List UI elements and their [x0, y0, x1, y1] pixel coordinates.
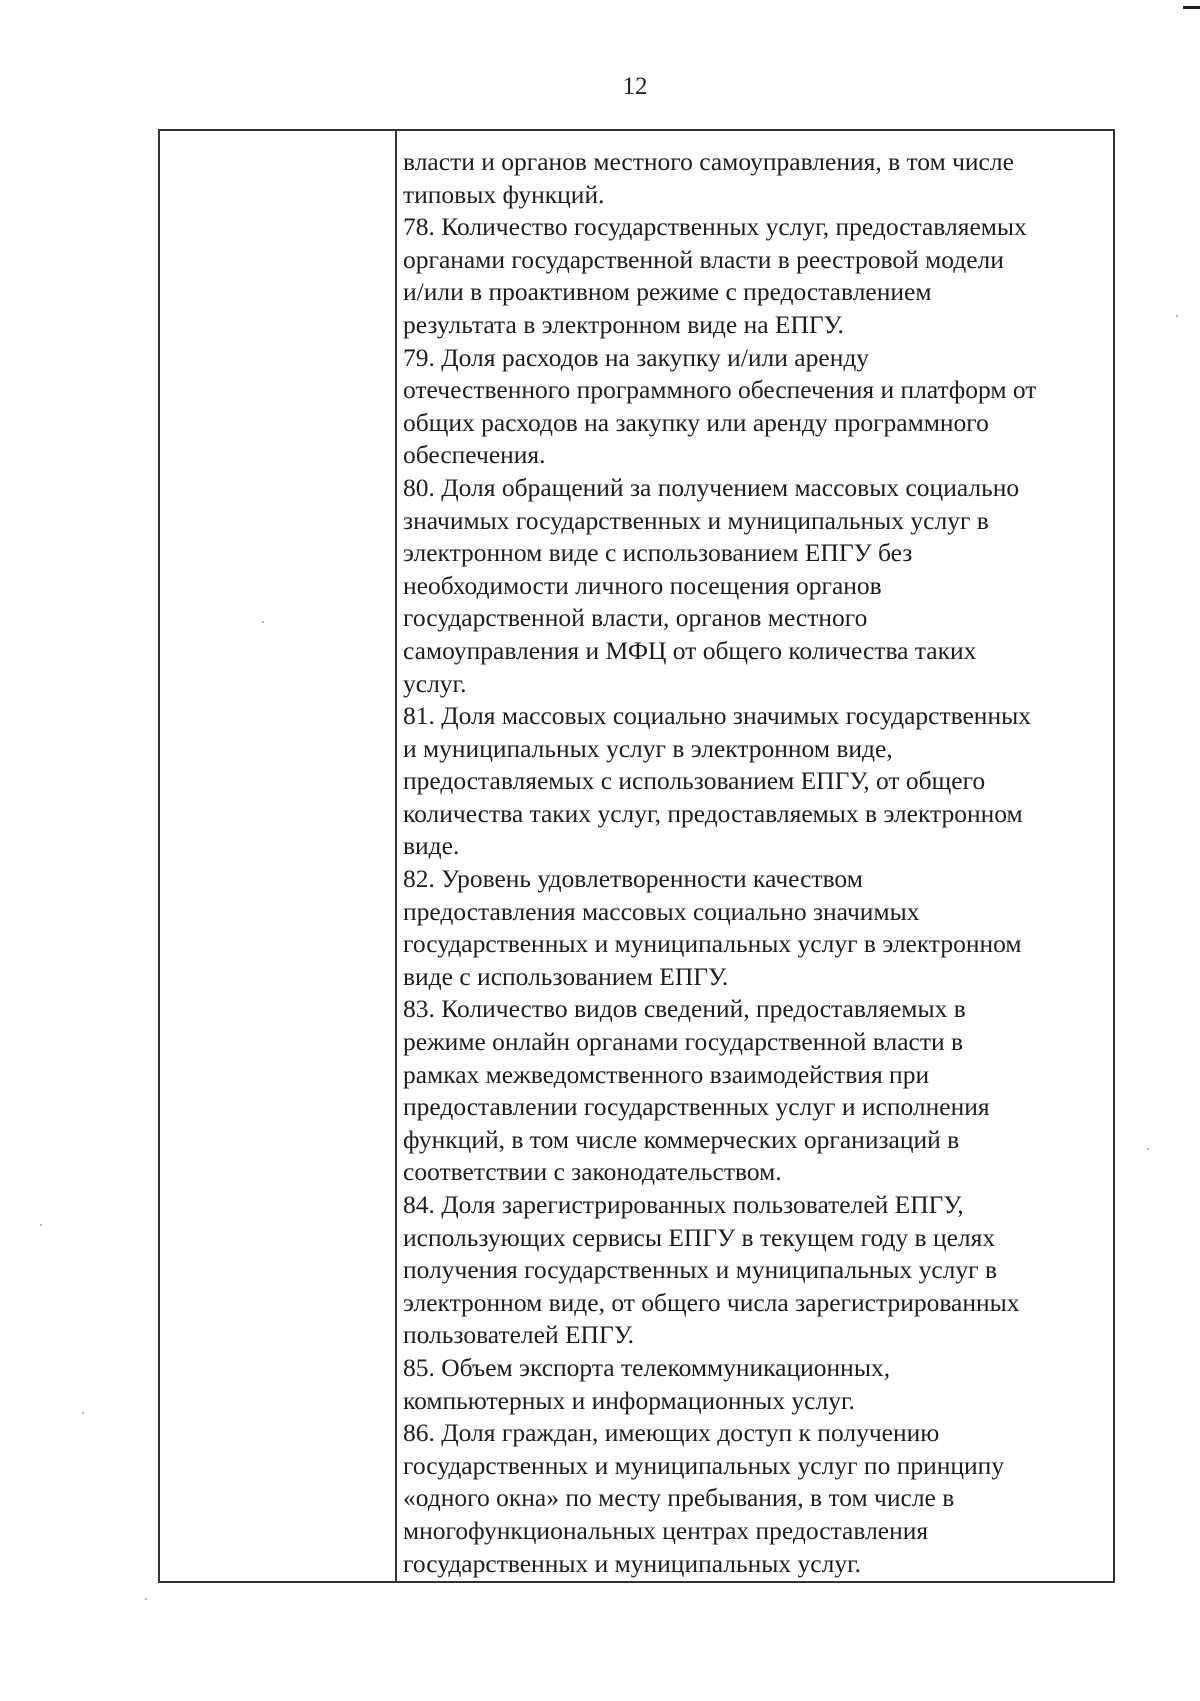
scan-speck [145, 1598, 147, 1600]
text-line: соответствии с законодательством. [403, 1157, 782, 1187]
text-line: предоставлении государственных услуг и исполнения [403, 1092, 990, 1122]
scan-speck [82, 1412, 84, 1414]
text-line: виде с использованием ЕПГУ. [403, 961, 729, 991]
text-line: услуг. [403, 668, 467, 698]
text-line: функций, в том числе коммерческих организаций в [403, 1124, 960, 1154]
scan-speck [1176, 315, 1178, 317]
text-line: необходимости личного посещения органов [403, 570, 882, 600]
text-line: электронном виде, от общего числа зарегистрированных [403, 1287, 1020, 1317]
text-line: 78. Количество государственных услуг, предоставляемых [403, 212, 1027, 242]
text-line: органами государственной власти в реестровой модели [403, 244, 1004, 274]
page-number: 12 [622, 73, 648, 100]
text-line: государственных и муниципальных услуг в электронном [403, 929, 1022, 959]
table-right-cell [397, 131, 1113, 1581]
text-line: предоставляемых с использованием ЕПГУ, от общего [403, 766, 986, 796]
text-line: 86. Доля граждан, имеющих доступ к получению [403, 1418, 940, 1448]
text-line: типовых функций. [403, 179, 605, 209]
text-line: 80. Доля обращений за получением массовых социально [403, 472, 1020, 502]
text-line: количества таких услуг, предоставляемых в электронном [403, 798, 1023, 828]
text-line: значимых государственных и муниципальных услуг в [403, 505, 989, 535]
scan-speck [1147, 1148, 1149, 1150]
indicators-table [158, 129, 1115, 1583]
text-line: компьютерных и информационных услуг. [403, 1385, 855, 1415]
text-line: режиме онлайн органами государственной власти в [403, 1027, 964, 1057]
text-line: 85. Объем экспорта телекоммуникационных, [403, 1352, 891, 1382]
text-line: результата в электронном виде на ЕПГУ. [403, 309, 844, 339]
text-line: 82. Уровень удовлетворенности качеством [403, 864, 863, 894]
text-line: использующих сервисы ЕПГУ в текущем году в целях [403, 1222, 996, 1252]
text-line: пользователей ЕПГУ. [403, 1320, 634, 1350]
text-line: 81. Доля массовых социально значимых государственных [403, 701, 1031, 731]
text-line: предоставления массовых социально значимых [403, 896, 920, 926]
text-line: «одного окна» по месту пребывания, в том числе в [403, 1483, 955, 1513]
text-line: виде. [403, 831, 460, 861]
scan-edge-mark [1183, 6, 1200, 9]
text-line: отечественного программного обеспечения и платформ от [403, 375, 1037, 405]
text-line: 83. Количество видов сведений, предоставляемых в [403, 994, 966, 1024]
text-line: обеспечения. [403, 440, 546, 470]
text-line: власти и органов местного самоуправления, в том числе [403, 147, 1014, 176]
text-line: 79. Доля расходов на закупку и/или аренду [403, 342, 870, 372]
text-line: электронном виде с использованием ЕПГУ без [403, 538, 913, 568]
text-line: многофункциональных центрах предоставления [403, 1515, 929, 1545]
text-line: государственных и муниципальных услуг. [403, 1548, 862, 1578]
text-line: рамках межведомственного взаимодействия при [403, 1059, 930, 1089]
table-left-cell [160, 131, 397, 1581]
scan-speck [40, 1224, 42, 1226]
text-line: и/или в проактивном режиме с предоставлением [403, 277, 932, 307]
text-line: государственной власти, органов местного [403, 603, 868, 633]
text-line: 84. Доля зарегистрированных пользователей ЕПГУ, [403, 1190, 964, 1219]
text-line: государственных и муниципальных услуг по принципу [403, 1450, 1005, 1480]
scan-speck [262, 621, 264, 623]
text-line: и муниципальных услуг в электронном виде, [403, 733, 893, 763]
text-line: получения государственных и муниципальных услуг в [403, 1255, 998, 1285]
text-line: общих расходов на закупку или аренду программного [403, 407, 989, 437]
text-line: самоуправления и МФЦ от общего количества таких [403, 635, 977, 665]
